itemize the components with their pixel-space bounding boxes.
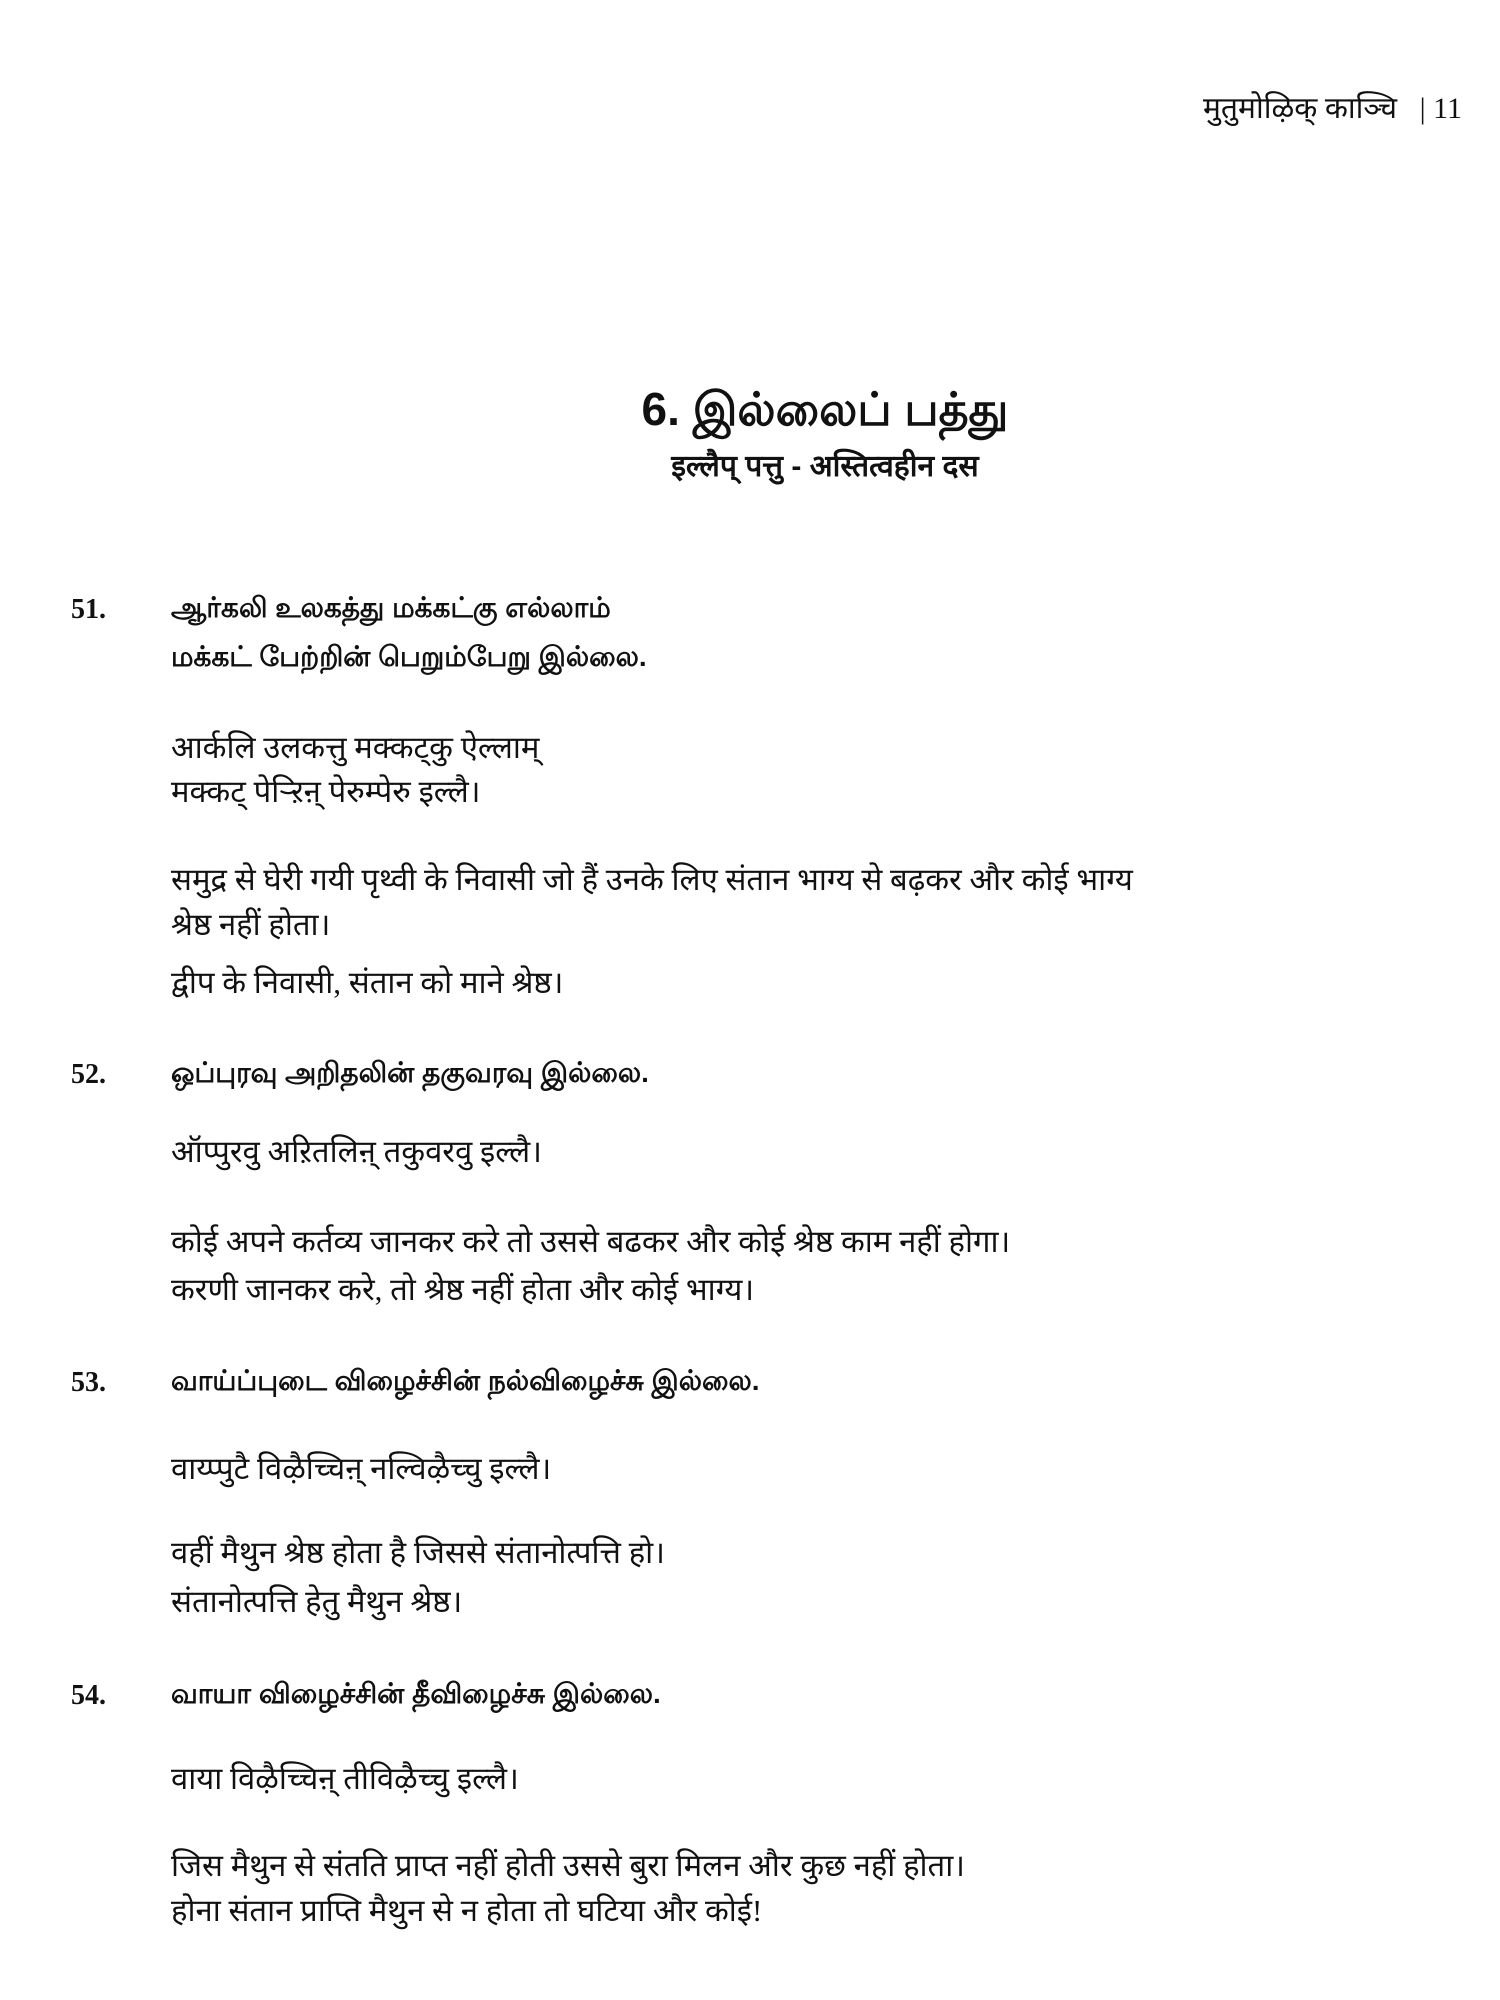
verse-tamil-line: வாய்ப்புடை விழைச்சின் நல்விழைச்சு இல்லை.: [171, 1365, 760, 1396]
verse-number: 51.: [71, 594, 106, 625]
verse-transliteration-line: वाय्प्पुटै विऴैच्चिऩ् नल्विऴैच्चु इल्लै।: [171, 1451, 552, 1486]
chapter-title: 6. இல்லைப் பத்து: [641, 383, 1009, 435]
verse-meaning-line: करणी जानकर करे, तो श्रेष्ठ नहीं होता और कोई भाग्य।: [171, 1272, 755, 1307]
verse-meaning-line: संतानोत्पत्ति हेतु मैथुन श्रेष्ठ।: [171, 1584, 463, 1619]
header-separator: |: [1419, 92, 1426, 125]
chapter-subtitle: इल्लैप् पत्तु - अस्तित्वहीन दस: [671, 450, 979, 483]
verse-tamil-line: ஆர்கலி உலகத்து மக்கட்கு எல்லாம்: [171, 592, 611, 623]
verse-number: 54.: [71, 1680, 106, 1711]
verse-tamil-line: ஒப்புரவு அறிதலின் தகுவரவு இல்லை.: [171, 1057, 649, 1088]
verse-meaning-line: होना संतान प्राप्ति मैथुन से न होता तो घटिया और कोई!: [171, 1893, 763, 1928]
verse-transliteration-line: मक्कट् पेऱ्ऱिऩ् पेरुम्पेरु इल्लै।: [171, 774, 481, 809]
running-header: [1203, 94, 1462, 124]
running-title: मुतुमोऴिक् काञ्चि: [1202, 92, 1398, 125]
verse-number: 52.: [71, 1059, 106, 1090]
verse-meaning-line: श्रेष्ठ नहीं होता।: [171, 907, 331, 942]
verse-transliteration-line: ऑप्पुरवु अऱितलिऩ् तकुवरवु इल्लै।: [171, 1134, 542, 1169]
verse-meaning-line: समुद्र से घेरी गयी पृथ्वी के निवासी जो हैं उनके लिए संतान भाग्य से बढ़कर और कोई भाग्य: [171, 862, 1133, 897]
verse-meaning-line: वहीं मैथुन श्रेष्ठ होता है जिससे संतानोत्पत्ति हो।: [171, 1535, 665, 1570]
verse-tamil-line: மக்கட் பேற்றின் பெறும்பேறு இல்லை.: [171, 641, 647, 672]
verse-tamil-line: வாயா விழைச்சின் தீவிழைச்சு இல்லை.: [171, 1678, 661, 1709]
verse-transliteration-line: आर्कलि उलकत्तु मक्कट्कु ऐल्लाम्: [171, 730, 540, 765]
verse-number: 53.: [71, 1367, 106, 1398]
verse-transliteration-line: वाया विऴैच्चिऩ् तीविऴैच्चु इल्लै।: [171, 1761, 519, 1796]
verse-meaning-line: जिस मैथुन से संतति प्राप्त नहीं होती उससे बुरा मिलन और कुछ नहीं होता।: [171, 1848, 966, 1883]
page-number: 11: [1433, 92, 1462, 125]
verse-meaning-line: कोई अपने कर्तव्य जानकर करे तो उससे बढकर और कोई श्रेष्ठ काम नहीं होगा।: [171, 1224, 1011, 1259]
verse-meaning-line: द्वीप के निवासी, संतान को माने श्रेष्ठ।: [171, 965, 564, 1000]
